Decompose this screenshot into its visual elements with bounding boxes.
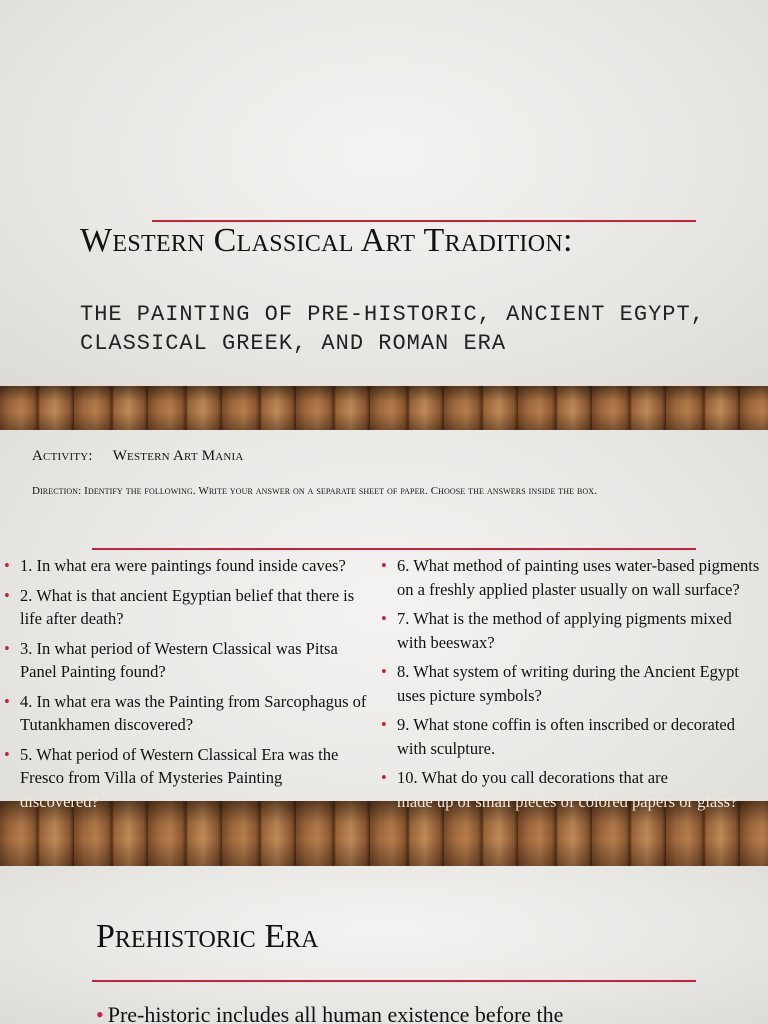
overflow-text: discovered? <box>20 791 99 811</box>
list-item: • 8. What system of writing during the Ancient Egypt uses picture symbols? <box>381 662 740 705</box>
content-rule <box>92 548 696 550</box>
activity-label: Activity: <box>32 448 93 464</box>
bullet-mark: • <box>381 662 387 681</box>
bullet-mark: • <box>96 1002 104 1024</box>
list-item: • 10. What do you call decorations that are made up of small pieces of colored papers or glass? <box>381 768 738 811</box>
bullet-mark: • <box>4 638 10 658</box>
bullet-mark: • <box>4 691 10 711</box>
heading-rule <box>92 980 696 982</box>
slide-subtitle: THE PAINTING OF PRE-HISTORIC, ANCIENT EGYPT, CLASSICAL GREEK, AND ROMAN ERA <box>80 302 705 356</box>
bullet-mark: • <box>4 585 10 605</box>
slide-heading: Prehistoric Era <box>96 918 319 955</box>
slide-prehistoric <box>0 866 768 1024</box>
list-item: • 1. In what era were paintings found inside caves? <box>4 554 374 578</box>
bullet-mark: • <box>381 768 387 787</box>
slide-title <box>0 0 768 386</box>
bullet-mark: • <box>4 744 10 764</box>
list-item: • 9. What stone coffin is often inscribed or decorated with sculpture. <box>381 715 735 758</box>
list-item: • 6. What method of painting uses water-based pigments on a freshly applied plaster usually on wall surface? <box>381 556 760 599</box>
overflow-text: made up of small pieces of colored papers or glass? <box>397 791 738 811</box>
list-item: • 3. In what period of Western Classical was Pitsa Panel Painting found? <box>4 638 338 681</box>
questions-left <box>4 554 374 813</box>
list-item: • 2. What is that ancient Egyptian belief that there is life after death? <box>4 585 355 628</box>
questions-right <box>381 554 761 813</box>
bullet-mark: • <box>381 715 387 734</box>
bullet-mark: • <box>381 556 387 575</box>
wood-band-top <box>0 386 768 430</box>
bullet-mark: • <box>381 609 387 628</box>
list-item: • 5. What period of Western Classical Era was the Fresco from Villa of Mysteries Painting discovered? <box>4 744 339 811</box>
list-item: • 7. What is the method of applying pigments mixed with beeswax? <box>381 609 732 652</box>
slide-title-heading: Western Classical Art Tradition: <box>80 222 573 259</box>
list-item: • 4. In what era was the Painting from Sarcophagus of Tutankhamen discovered? <box>4 691 367 734</box>
direction-text: Direction: Identify the following. Write your answer on a separate sheet of paper. Choose the answers inside the box. <box>32 485 598 497</box>
list-item: • Pre-historic includes all human existence before the <box>96 1002 563 1024</box>
slide-activity <box>0 430 768 866</box>
activity-name: Western Art Mania <box>112 448 244 464</box>
bullet-mark: • <box>4 556 10 575</box>
activity-heading <box>32 448 244 465</box>
